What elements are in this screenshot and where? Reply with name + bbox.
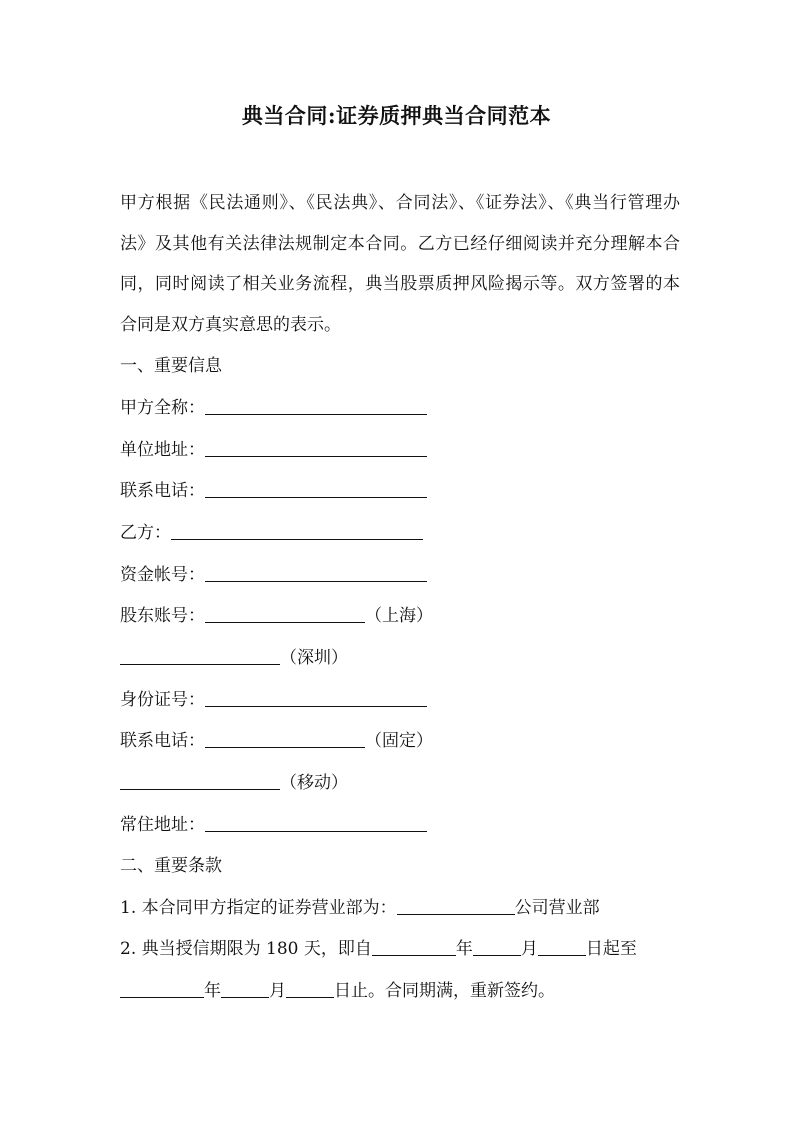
- clause1-suffix: 公司营业部: [514, 898, 600, 918]
- party-a-name-label: 甲方全称：: [120, 398, 205, 418]
- fund-account-blank[interactable]: [205, 563, 427, 582]
- party-b-blank[interactable]: [171, 521, 423, 540]
- contact-phone-a-label: 联系电话：: [120, 481, 205, 501]
- clause1-prefix: 1. 本合同甲方指定的证券营业部为：: [120, 898, 397, 918]
- document-title: 典当合同:证券质押典当合同范本: [241, 103, 552, 128]
- end-year-blank[interactable]: [120, 979, 204, 998]
- shenzhen-account-blank[interactable]: [120, 646, 280, 665]
- unit-address-blank[interactable]: [205, 438, 427, 457]
- end-day-label: 日止。合同期满，重新签约。: [334, 981, 555, 1001]
- party-a-name-row: [120, 394, 427, 422]
- shareholder-account-label: 股东账号：: [120, 606, 205, 626]
- start-day-blank[interactable]: [538, 937, 586, 956]
- intro-paragraph: 甲方根据《民法通则》、《民法典》、合同法》、《证券法》、《典当行管理办法》及其他有关法律法规制定本合同。乙方已经仔细阅读并充分理解本合同，同时阅读了相关业务流程，典当股票质押风险揭示等。双方签署的本合同是双方真实意思的表示。: [120, 193, 680, 335]
- contact-phone-b-row: [120, 727, 433, 755]
- start-month-blank[interactable]: [473, 937, 521, 956]
- end-month-blank[interactable]: [221, 979, 269, 998]
- fixed-label: （固定）: [365, 731, 433, 751]
- shenzhen-account-row: [120, 644, 348, 672]
- mobile-phone-row: [120, 769, 348, 797]
- party-a-name-blank[interactable]: [205, 396, 427, 415]
- fund-account-row: [120, 561, 427, 589]
- end-day-blank[interactable]: [286, 979, 334, 998]
- shareholder-account-row: [120, 602, 433, 630]
- unit-address-row: [120, 436, 427, 464]
- party-b-label: 乙方：: [120, 523, 171, 543]
- end-year-label: 年: [204, 981, 221, 1001]
- clause2-row: [120, 935, 637, 963]
- clause1-row: [120, 894, 600, 922]
- mobile-label: （移动）: [280, 773, 348, 793]
- end-month-label: 月: [269, 981, 286, 1001]
- id-number-blank[interactable]: [205, 688, 427, 707]
- id-number-label: 身份证号：: [120, 690, 205, 710]
- shanghai-label: （上海）: [365, 606, 433, 626]
- id-number-row: [120, 686, 427, 714]
- residence-address-blank[interactable]: [205, 813, 427, 832]
- section1-heading: 一、重要信息: [120, 356, 222, 376]
- start-year-blank[interactable]: [372, 937, 456, 956]
- fixed-phone-blank[interactable]: [205, 729, 365, 748]
- shanghai-account-blank[interactable]: [205, 604, 365, 623]
- shenzhen-label: （深圳）: [280, 648, 348, 668]
- section2-heading: 二、重要条款: [120, 856, 222, 876]
- securities-office-blank[interactable]: [397, 896, 515, 915]
- clause2-prefix: 2. 典当授信期限为 180 天，即自: [120, 939, 372, 959]
- mobile-phone-blank[interactable]: [120, 771, 280, 790]
- contact-phone-b-label: 联系电话：: [120, 731, 205, 751]
- unit-address-label: 单位地址：: [120, 440, 205, 460]
- start-year-label: 年: [455, 939, 473, 959]
- residence-address-row: [120, 811, 427, 839]
- party-b-row: [120, 519, 423, 547]
- residence-address-label: 常住地址：: [120, 815, 205, 835]
- start-day-label: 日起至: [585, 939, 637, 959]
- clause2-end-row: [120, 977, 555, 1005]
- contact-phone-a-blank[interactable]: [205, 479, 427, 498]
- fund-account-label: 资金帐号：: [120, 565, 205, 585]
- start-month-label: 月: [520, 939, 538, 959]
- contact-phone-a-row: [120, 477, 427, 505]
